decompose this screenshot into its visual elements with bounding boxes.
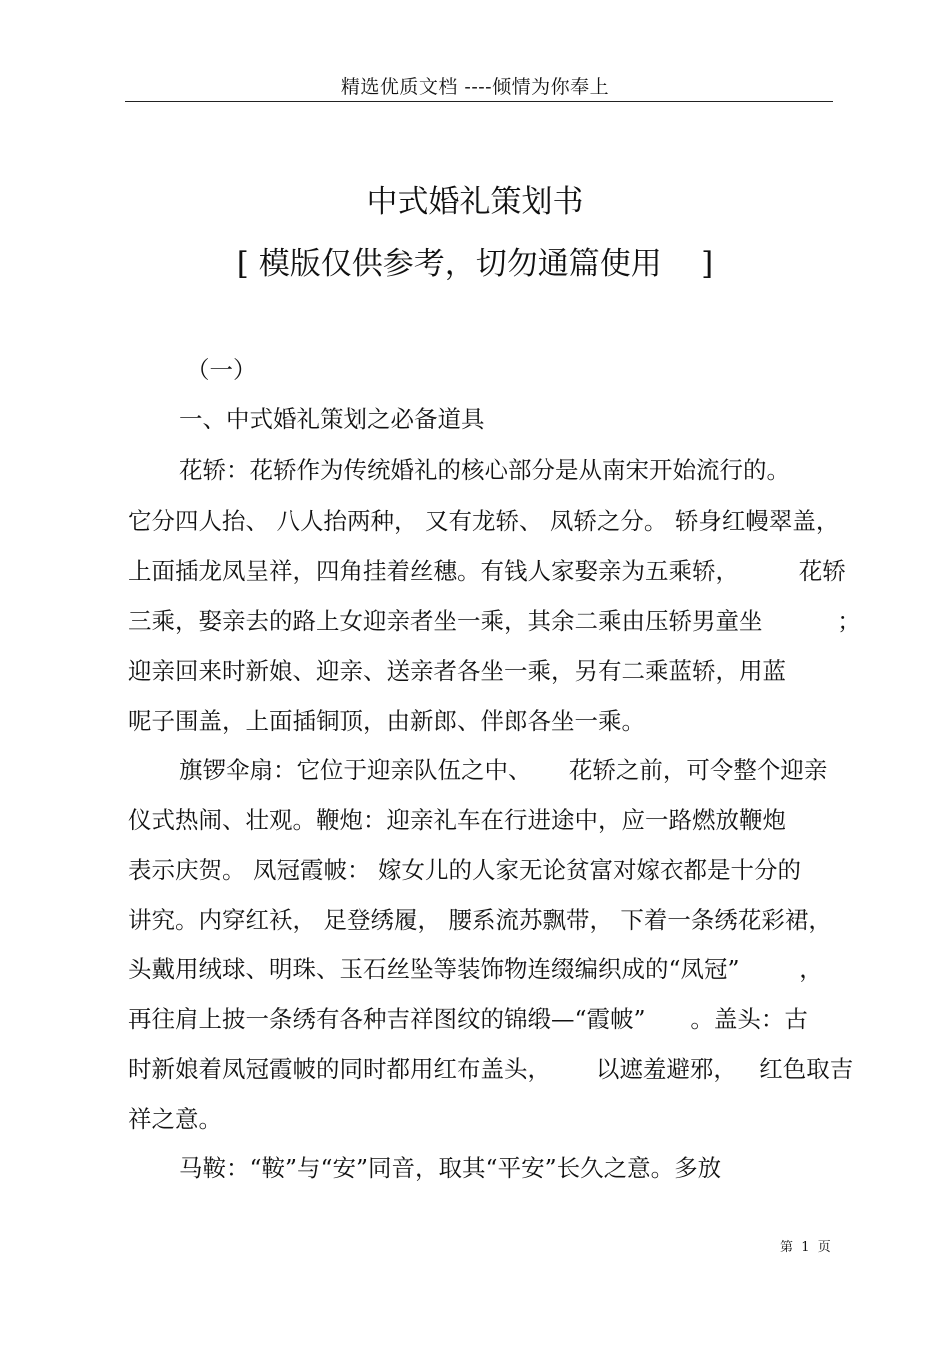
- header-rule: [125, 101, 833, 102]
- paragraph-line: 迎亲回来时新娘、迎亲、送亲者各坐一乘，另有二乘蓝轿，用蓝: [128, 657, 786, 685]
- paragraph-line: 表示庆贺。 凤冠霞帔： 嫁女儿的人家无论贫富对嫁衣都是十分的: [128, 856, 801, 884]
- paragraph-line: 仪式热闹、壮观。鞭炮：迎亲礼车在行进途中，应一路燃放鞭炮: [128, 806, 786, 834]
- paragraph-line: 旗锣伞扇：它位于迎亲队伍之中、 花轿之前，可令整个迎亲: [179, 756, 828, 784]
- paragraph-line: 再往肩上披一条绣有各种吉祥图纹的锦缎—“霞帔” 。盖头：古: [128, 1005, 808, 1033]
- page-number: 第 1 页: [780, 1240, 831, 1255]
- paragraph-line: 马鞍：“鞍”与“安”同音，取其“平安”长久之意。多放: [179, 1154, 722, 1182]
- page-header: 精选优质文档 ----倾情为你奉上: [340, 76, 610, 98]
- section-number: （一）: [186, 356, 257, 384]
- paragraph-line: 上面插龙凤呈祥，四角挂着丝穗。有钱人家娶亲为五乘轿， 花轿: [128, 557, 846, 585]
- document-subtitle: [ 模版仅供参考，切勿通篇使用 ]: [236, 246, 714, 282]
- section-heading: 一、中式婚礼策划之必备道具: [179, 405, 485, 433]
- paragraph-line: 讲究。内穿红袄， 足登绣履， 腰系流苏飘带， 下着一条绣花彩裙，: [128, 906, 832, 934]
- document-title: 中式婚礼策划书: [366, 184, 584, 220]
- paragraph-line: 头戴用绒球、明珠、玉石丝坠等装饰物连缀编织成的“凤冠” ，: [128, 955, 823, 983]
- paragraph-line: 它分四人抬、 八人抬两种， 又有龙轿、 凤轿之分。 轿身红幔翠盖，: [128, 507, 840, 535]
- paragraph-line: 花轿：花轿作为传统婚礼的核心部分是从南宋开始流行的。: [179, 456, 790, 484]
- paragraph-line: 呢子围盖，上面插铜顶，由新郎、伴郎各坐一乘。: [128, 707, 645, 735]
- paragraph-line: 祥之意。: [128, 1105, 222, 1133]
- paragraph-line: 三乘，娶亲去的路上女迎亲者坐一乘，其余二乘由压轿男童坐 ；: [128, 607, 861, 635]
- paragraph-line: 时新娘着凤冠霞帔的同时都用红布盖头， 以遮羞避邪， 红色取吉: [128, 1055, 854, 1083]
